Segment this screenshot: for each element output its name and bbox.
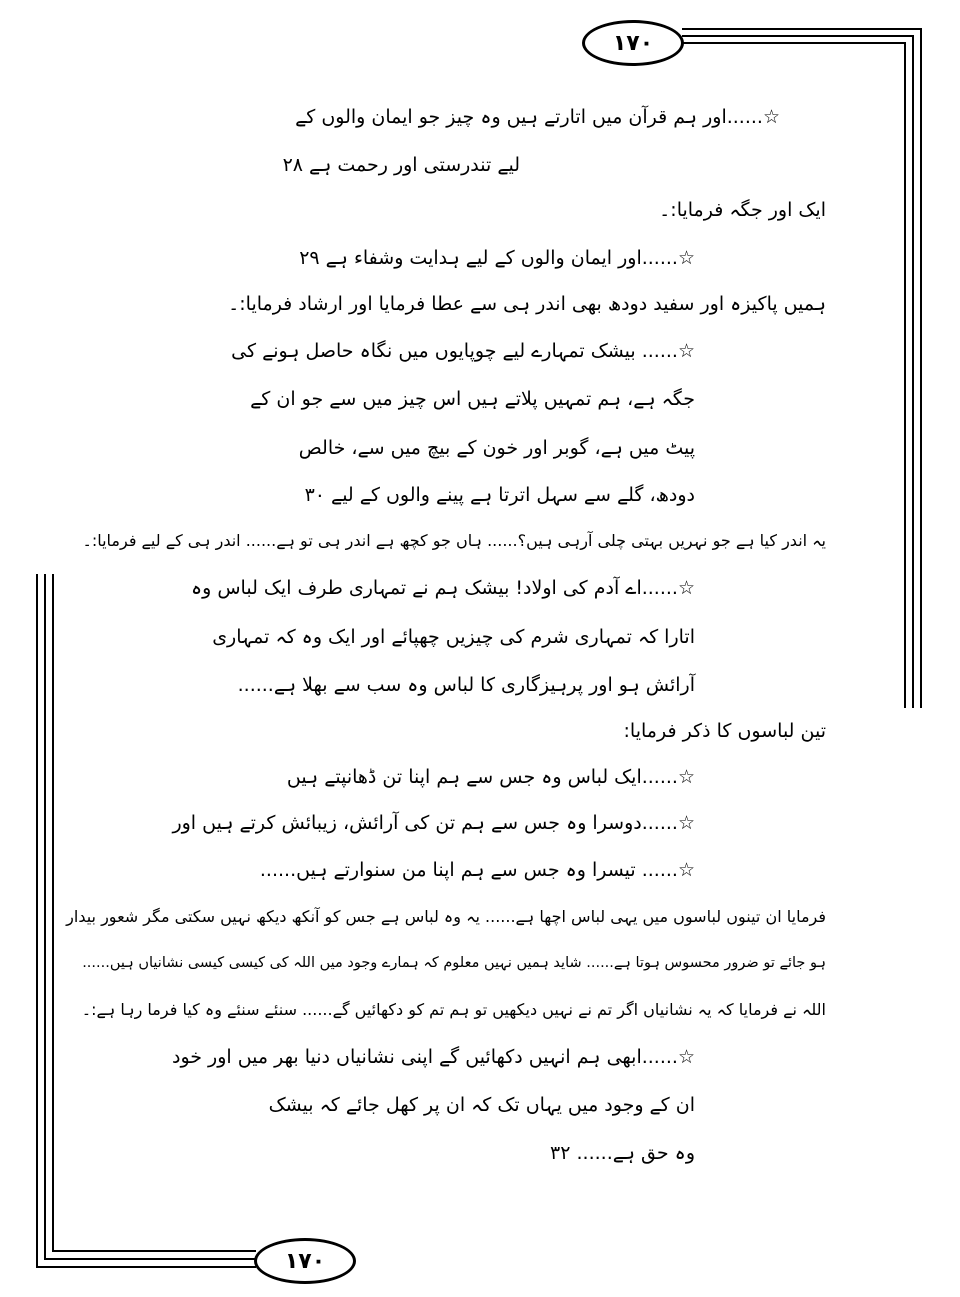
page-number-bottom: ١٧٠ xyxy=(254,1238,356,1284)
frame-top-line-2 xyxy=(682,35,914,37)
frame-bottom-line-2 xyxy=(44,1258,256,1260)
verse-3-line-2: جگہ ہے، ہم تمہیں پلاتے ہیں اس چیز میں سے جو ان کے xyxy=(250,388,695,410)
paragraph-milk: ہمیں پاکیزہ اور سفید دودھ بھی اندر ہی سے عطا فرمایا اور ارشاد فرمایا:۔ xyxy=(228,293,826,315)
verse-3-line-4: دودھ، گلے سے سہل اترتا ہے پینے والوں کے لیے ۳۰ xyxy=(304,484,695,506)
verse-3-line-1: ☆...... بیشک تمہارے لیے چوپایوں میں نگاہ حاصل ہونے کی xyxy=(231,340,695,362)
page-number-top: ١٧٠ xyxy=(582,20,684,66)
heading-three-garments: تین لباسوں کا ذکر فرمایا: xyxy=(623,720,826,742)
frame-bottom-line-3 xyxy=(52,1250,256,1252)
verse-5-line-3: وہ حق ہے...... ۳۲ xyxy=(550,1142,695,1164)
paragraph-best-garment-3: اللہ نے فرمایا کہ یہ نشانیاں اگر تم نے نہیں دیکھیں تو ہم تم کو دکھائیں گے...... سنئے سنئے وہ کیا فرما رہا ہے:۔ xyxy=(81,1000,826,1019)
frame-top-line-1 xyxy=(682,28,922,30)
paragraph-inside: یہ اندر کیا ہے جو نہریں بہتی چلی آرہی ہیں؟...... ہاں جو کچھ ہے اندر ہی تو ہے...... اندر ہی کے لیے فرمایا:۔ xyxy=(82,531,826,550)
frame-bottom-line-1 xyxy=(36,1266,256,1268)
frame-left-line-1 xyxy=(36,574,38,1268)
frame-left-line-2 xyxy=(44,574,46,1260)
verse-3-line-3: پیٹ میں ہے، گوبر اور خون کے بیچ میں سے، خالص xyxy=(298,437,695,459)
verse-5-line-1: ☆......ابھی ہم انہیں دکھائیں گے اپنی نشانیاں دنیا بھر میں اور خود xyxy=(171,1046,695,1068)
heading-another-place: ایک اور جگہ فرمایا:۔ xyxy=(659,199,826,221)
garment-2: ☆......دوسرا وہ جس سے ہم تن کی آرائش، زیبائش کرتے ہیں اور xyxy=(172,812,695,834)
frame-right-line-2 xyxy=(912,35,914,708)
frame-right-line-1 xyxy=(920,28,922,708)
frame-right-line-3 xyxy=(904,42,906,708)
verse-1-line-1: ☆......اور ہم قرآن میں اتارتے ہیں وہ چیز جو ایمان والوں کے xyxy=(295,106,780,128)
paragraph-best-garment-1: فرمایا ان تینوں لباسوں میں یہی لباس اچھا ہے...... یہ وہ لباس ہے جس کو آنکھ دیکھ نہیں سکتی مگر شعور بیدار xyxy=(66,907,826,926)
verse-4-line-2: اتارا کہ تمہاری شرم کی چیزیں چھپائے اور ایک وہ کہ تمہاری xyxy=(212,626,695,648)
garment-1: ☆......ایک لباس وہ جس سے ہم اپنا تن ڈھانپتے ہیں xyxy=(286,766,695,788)
paragraph-best-garment-2: ہو جائے تو ضرور محسوس ہوتا ہے...... شاید ہمیں نہیں معلوم کہ ہمارے وجود میں اللہ کی کیسی کیسی نشانیاں ہیں...... xyxy=(82,955,826,971)
verse-2-line-1: ☆......اور ایمان والوں کے لیے ہدایت وشفاء ہے ۲۹ xyxy=(299,247,695,269)
verse-5-line-2: ان کے وجود میں یہاں تک کہ ان پر کھل جائے کہ بیشک xyxy=(268,1094,695,1116)
verse-4-line-3: آرائش ہو اور پرہیزگاری کا لباس وہ سب سے بھلا ہے...... xyxy=(237,674,695,696)
garment-3: ☆...... تیسرا وہ جس سے ہم اپنا من سنوارتے ہیں...... xyxy=(259,859,695,881)
verse-4-line-1: ☆......اے آدم کی اولاد! بیشک ہم نے تمہاری طرف ایک لباس وہ xyxy=(191,577,695,599)
verse-1-line-2: لیے تندرستی اور رحمت ہے ۲۸ xyxy=(282,154,520,176)
frame-top-line-3 xyxy=(682,42,906,44)
frame-left-line-3 xyxy=(52,574,54,1252)
